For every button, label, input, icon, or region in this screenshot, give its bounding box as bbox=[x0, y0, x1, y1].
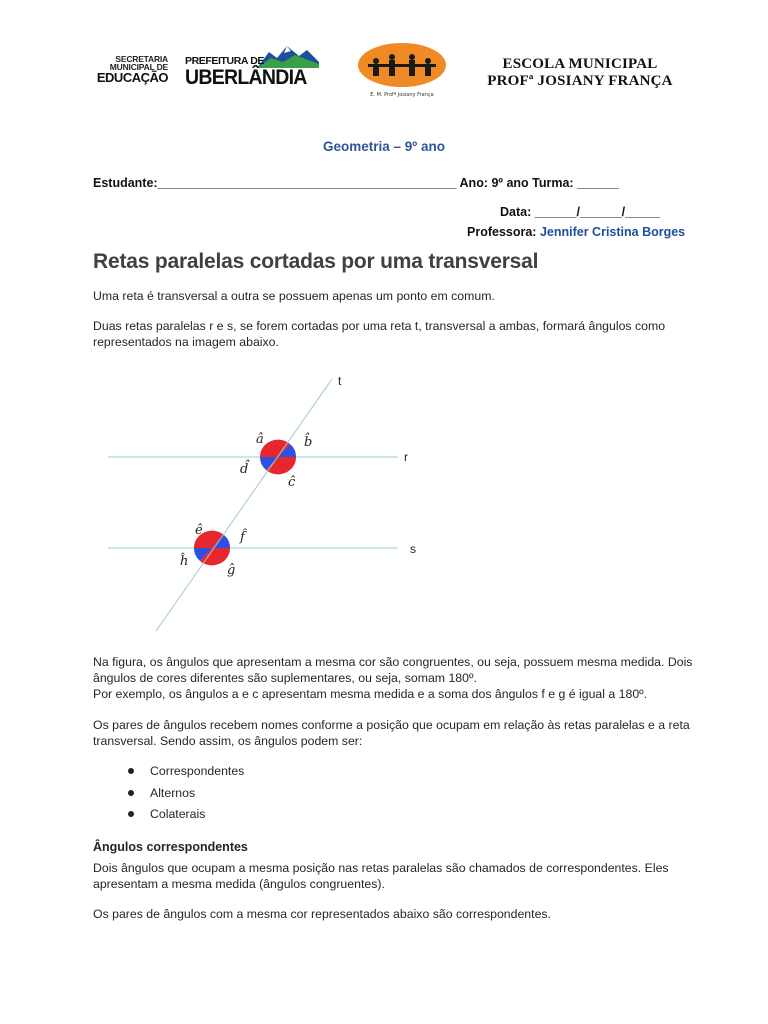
label-angle-d: d̂ bbox=[240, 462, 249, 477]
label-angle-h: ĥ bbox=[180, 554, 189, 569]
prefeitura-logo-line2: UBERLÂNDIA bbox=[185, 66, 307, 89]
paragraph-angle-pairs: Os pares de ângulos recebem nomes conforme a posição que ocupam em relação às retas paralelas e a reta transversal. Sendo assim, os ângulos podem ser: bbox=[93, 718, 690, 748]
section-heading-correspondentes: Ângulos correspondentes bbox=[93, 840, 248, 854]
label-angle-e: ê bbox=[195, 523, 203, 538]
student-line: Estudante:___________________________________________ Ano: 9º ano Turma: ______ bbox=[93, 176, 619, 190]
label-angle-f: f̂ bbox=[240, 530, 245, 545]
teacher-line bbox=[467, 225, 685, 239]
angle-types-list bbox=[128, 763, 244, 828]
paragraph-pairs-below: Os pares de ângulos com a mesma cor representados abaixo são correspondentes. bbox=[93, 907, 551, 921]
list-item-label: Colaterais bbox=[150, 807, 206, 821]
paragraph-congruent-angles bbox=[93, 654, 693, 702]
line-t bbox=[156, 379, 332, 631]
school-logo-caption: E. M. Profª Josiany França bbox=[370, 92, 434, 98]
bullet-icon bbox=[128, 790, 134, 796]
label-angle-g: ĝ bbox=[227, 563, 236, 578]
bullet-icon bbox=[128, 768, 134, 774]
prefeitura-logo-line1: PREFEITURA DE bbox=[185, 55, 265, 67]
list-item bbox=[128, 806, 244, 828]
paragraph-transversal-definition: Uma reta é transversal a outra se possuem apenas um ponto em comum. bbox=[93, 289, 495, 303]
label-angle-c: ĉ bbox=[288, 475, 296, 490]
school-name bbox=[470, 56, 690, 90]
list-item bbox=[128, 763, 244, 785]
subject-title: Geometria – 9º ano bbox=[323, 139, 445, 154]
paragraph-correspondentes: Dois ângulos que ocupam a mesma posição nas retas paralelas são chamados de correspondentes. Eles apresentam a mesma medida (ângulos congruentes). bbox=[93, 861, 669, 891]
prefeitura-uberlandia-logo bbox=[185, 46, 320, 94]
school-name-line1: ESCOLA MUNICIPAL bbox=[502, 56, 658, 72]
school-logo bbox=[356, 42, 448, 100]
date-line: Data: ______/______/_____ bbox=[500, 205, 660, 219]
list-item bbox=[128, 785, 244, 807]
bullet-icon bbox=[128, 811, 134, 817]
paragraph-parallel-lines: Duas retas paralelas r e s, se forem cortadas por uma reta t, transversal a ambas, formará ângulos como representados na imagem abaixo. bbox=[93, 319, 666, 349]
parallel-lines-figure bbox=[100, 365, 435, 640]
paragraph-example-text: Por exemplo, os ângulos a e c apresentam mesma medida e a soma dos ângulos f e g é igual a 180º. bbox=[93, 687, 648, 701]
secretaria-educacao-logo bbox=[96, 55, 168, 93]
label-angle-b: b̂ bbox=[304, 435, 313, 450]
list-item-label: Correspondentes bbox=[150, 764, 245, 778]
label-t: t bbox=[338, 374, 342, 388]
label-angle-a: â bbox=[256, 432, 264, 447]
school-name-line2: PROFª JOSIANY FRANÇA bbox=[487, 73, 673, 89]
teacher-label: Professora: bbox=[467, 225, 540, 239]
sme-logo-line3: EDUCAÇÃO bbox=[96, 70, 168, 85]
label-r: r bbox=[404, 450, 408, 464]
list-item-label: Alternos bbox=[150, 785, 196, 800]
teacher-name: Jennifer Cristina Borges bbox=[539, 225, 686, 239]
sme-logo-line2: MUNICIPAL DE bbox=[109, 62, 168, 72]
sme-logo-line1: SECRETARIA bbox=[115, 54, 168, 64]
label-s: s bbox=[410, 542, 416, 556]
mountains-icon bbox=[257, 46, 319, 68]
page-title: Retas paralelas cortadas por uma transversal bbox=[93, 250, 539, 273]
paragraph-congruent-text: Na figura, os ângulos que apresentam a mesma cor são congruentes, ou seja, possuem mesma medida. Dois ângulos de cores diferentes são suplementares, ou seja, somam 180º. bbox=[93, 655, 693, 685]
